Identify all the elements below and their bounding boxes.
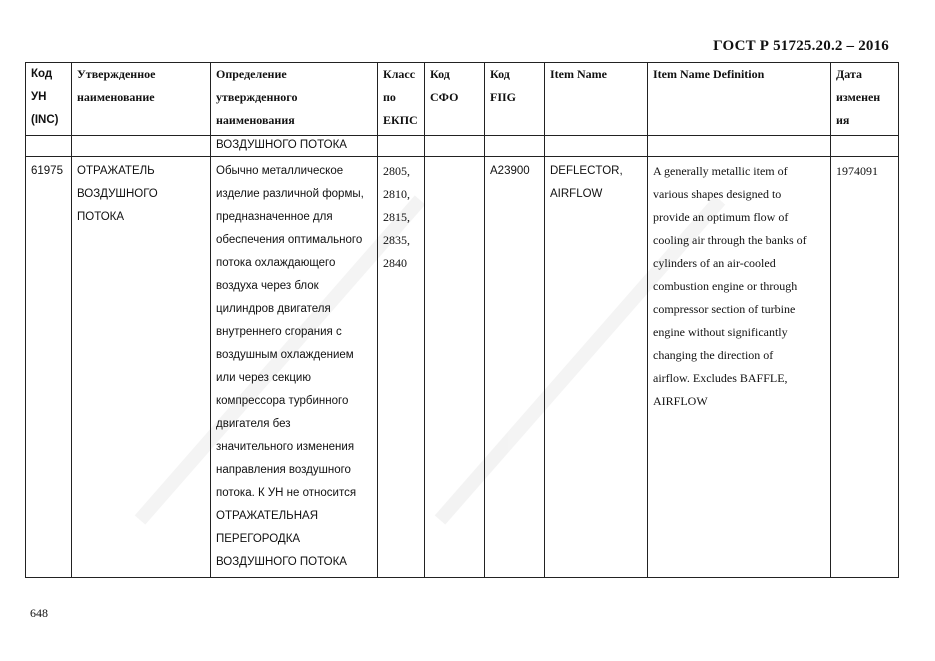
column-header-item-name-definition: Item Name Definition: [648, 63, 831, 136]
definition-ru-cell: Обычно металлическое изделие различной формы, предназначенное для обеспечения оптимального потока охлаждающего воздуха через блок цилиндров двигателя внутреннего сгорания с воздушным охлаждением или через секцию компрессора турбинного двигателя без значительного изменения направления воздушного потока. К УН не относится ОТРАЖАТЕЛЬНАЯ ПЕРЕГОРОДКА ВОЗДУШНОГО ПОТОКА: [211, 157, 378, 578]
page-number: 648: [30, 606, 48, 620]
item-name-cell: DEFLECTOR, AIRFLOW: [545, 157, 648, 578]
table-cell: [425, 136, 485, 157]
column-header-inc: Код УН (INC): [26, 63, 72, 136]
table-row: [26, 157, 899, 578]
table-header-row: [26, 63, 899, 136]
sfo-code-cell: [425, 157, 485, 578]
table-cell: [545, 136, 648, 157]
table-cell: [831, 136, 899, 157]
fiig-code-cell: A23900: [485, 157, 545, 578]
table-cell: [378, 136, 425, 157]
approved-name-cell: ОТРАЖАТЕЛЬ ВОЗДУШНОГО ПОТОКА: [72, 157, 211, 578]
column-header-sfo-code: Код СФО: [425, 63, 485, 136]
column-header-ekps-class: Класс по ЕКПС: [378, 63, 425, 136]
nomenclature-table: [25, 62, 899, 578]
table-cell: [72, 136, 211, 157]
inc-code-cell: 61975: [26, 157, 72, 578]
document-designation: ГОСТ Р 51725.20.2 – 2016: [713, 38, 889, 54]
column-header-item-name: Item Name: [545, 63, 648, 136]
table-cell: [648, 136, 831, 157]
column-header-definition: Определение утвержденного наименования: [211, 63, 378, 136]
column-header-change-date: Дата изменен ия: [831, 63, 899, 136]
table-cell: [485, 136, 545, 157]
ekps-class-cell: 2805, 2810, 2815, 2835, 2840: [378, 157, 425, 578]
table-cell: [26, 136, 72, 157]
table-cell: ВОЗДУШНОГО ПОТОКА: [211, 136, 378, 157]
column-header-fiig-code: Код FIIG: [485, 63, 545, 136]
column-header-approved-name: Утвержденное наименование: [72, 63, 211, 136]
item-name-definition-cell: A generally metallic item of various shapes designed to provide an optimum flow of cooling air through the banks of cylinders of an air-cooled combustion engine or through compressor section of turbine engine without significantly changing the direction of airflow. Excludes BAFFLE, AIRFLOW: [648, 157, 831, 578]
change-date-cell: 1974091: [831, 157, 899, 578]
continuation-row: [26, 136, 899, 157]
